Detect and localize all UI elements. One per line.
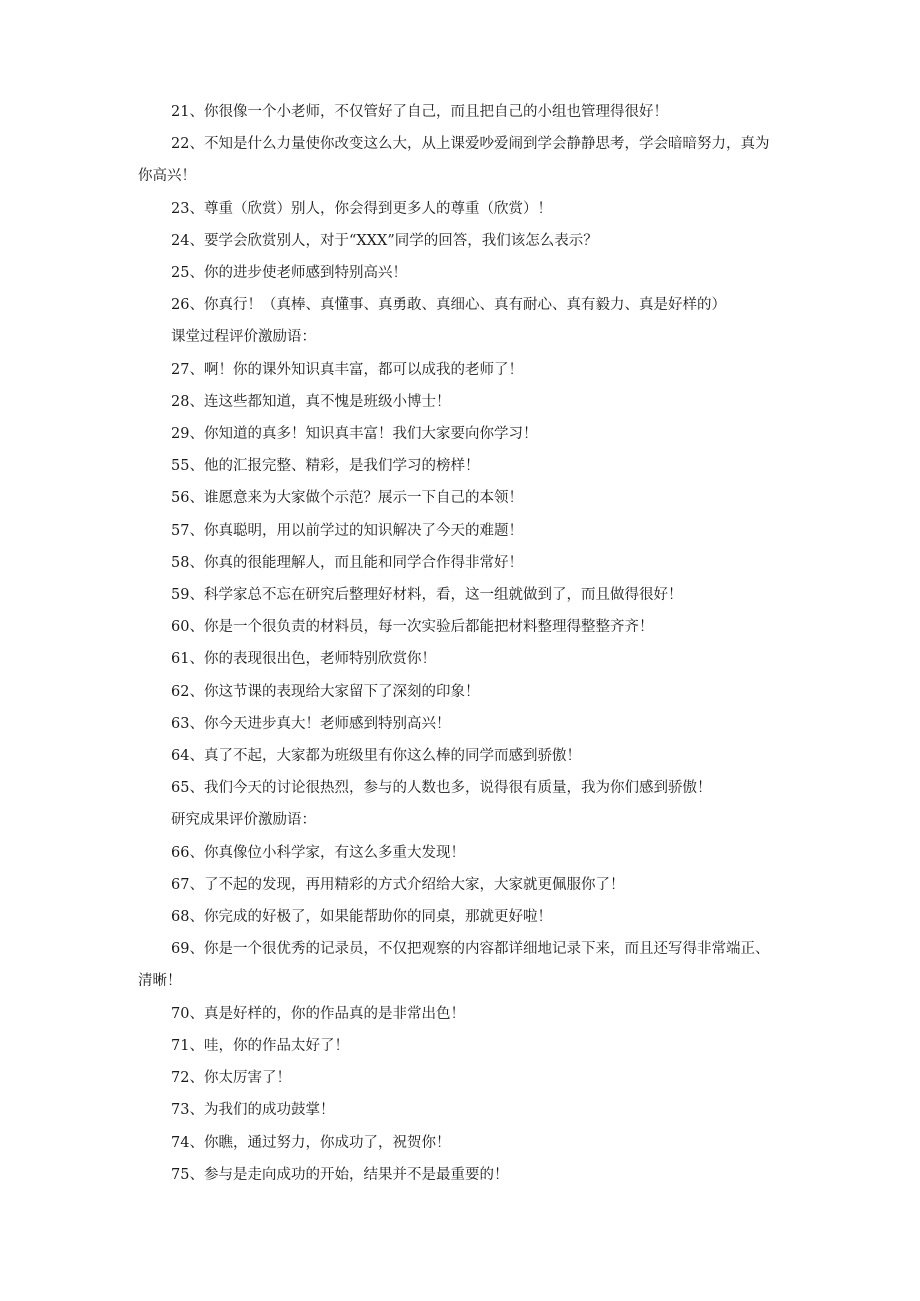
section-heading-research-results: 研究成果评价激励语： xyxy=(171,812,316,829)
item-22: 22、不知是什么力量使你改变这么大，从上课爱吵爱闹到学会静静思考，学会暗暗努力，真为你高兴！ xyxy=(138,136,770,185)
item-58: 58、你真的很能理解人，而且能和同学合作得非常好！ xyxy=(171,554,523,571)
item-62: 62、你这节课的表现给大家留下了深刻的印象！ xyxy=(171,683,480,700)
item-70: 70、真是好样的，你的作品真的是非常出色！ xyxy=(171,1005,465,1022)
item-68: 68、你完成的好极了，如果能帮助你的同桌，那就更好啦！ xyxy=(171,909,552,926)
item-63: 63、你今天进步真大！老师感到特别高兴！ xyxy=(171,715,451,732)
item-56: 56、谁愿意来为大家做个示范？展示一下自己的本领！ xyxy=(171,490,523,507)
document-page xyxy=(138,96,778,1191)
item-73: 73、为我们的成功鼓掌！ xyxy=(171,1102,335,1119)
item-59: 59、科学家总不忘在研究后整理好材料，看，这一组就做到了，而且做得很好！ xyxy=(171,587,683,604)
item-69: 69、你是一个很优秀的记录员，不仅把观察的内容都详细地记录下来，而且还写得非常端正、清晰！ xyxy=(138,941,770,990)
item-25: 25、你的进步使老师感到特别高兴！ xyxy=(171,265,407,282)
item-24: 24、要学会欣赏别人，对于“XXX”同学的回答，我们该怎么表示？ xyxy=(171,232,598,249)
item-60: 60、你是一个很负责的材料员，每一次实验后都能把材料整理得整整齐齐！ xyxy=(171,619,654,636)
item-71: 71、哇，你的作品太好了！ xyxy=(171,1037,349,1054)
item-64: 64、真了不起，大家都为班级里有你这么棒的同学而感到骄傲！ xyxy=(171,748,581,765)
item-26: 26、你真行！（真棒、真懂事、真勇敢、真细心、真有耐心、真有毅力、真是好样的） xyxy=(171,297,726,314)
item-74: 74、你瞧，通过努力，你成功了，祝贺你！ xyxy=(171,1134,451,1151)
item-67: 67、了不起的发现，再用精彩的方式介绍给大家，大家就更佩服你了！ xyxy=(171,876,625,893)
item-29: 29、你知道的真多！知识真丰富！我们大家要向你学习！ xyxy=(171,426,538,443)
item-21: 21、你很像一个小老师，不仅管好了自己，而且把自己的小组也管理得很好！ xyxy=(171,104,668,120)
section-heading-classroom-process: 课堂过程评价激励语： xyxy=(171,329,316,346)
item-61: 61、你的表现很出色，老师特别欣赏你！ xyxy=(171,651,436,668)
item-27: 27、啊！你的课外知识真丰富，都可以成我的老师了！ xyxy=(171,361,523,378)
item-23: 23、尊重（欣赏）别人，你会得到更多人的尊重（欣赏）！ xyxy=(171,200,552,217)
item-28: 28、连这些都知道，真不愧是班级小博士！ xyxy=(171,393,451,410)
item-55: 55、他的汇报完整、精彩，是我们学习的榜样！ xyxy=(171,458,480,475)
item-65: 65、我们今天的讨论很热烈，参与的人数也多，说得很有质量，我为你们感到骄傲！ xyxy=(171,780,712,797)
item-57: 57、你真聪明，用以前学过的知识解决了今天的难题！ xyxy=(171,522,523,539)
item-66: 66、你真像位小科学家，有这么多重大发现！ xyxy=(171,844,465,861)
item-72: 72、你太厉害了！ xyxy=(171,1070,291,1087)
item-75: 75、参与是走向成功的开始，结果并不是最重要的！ xyxy=(171,1166,509,1183)
